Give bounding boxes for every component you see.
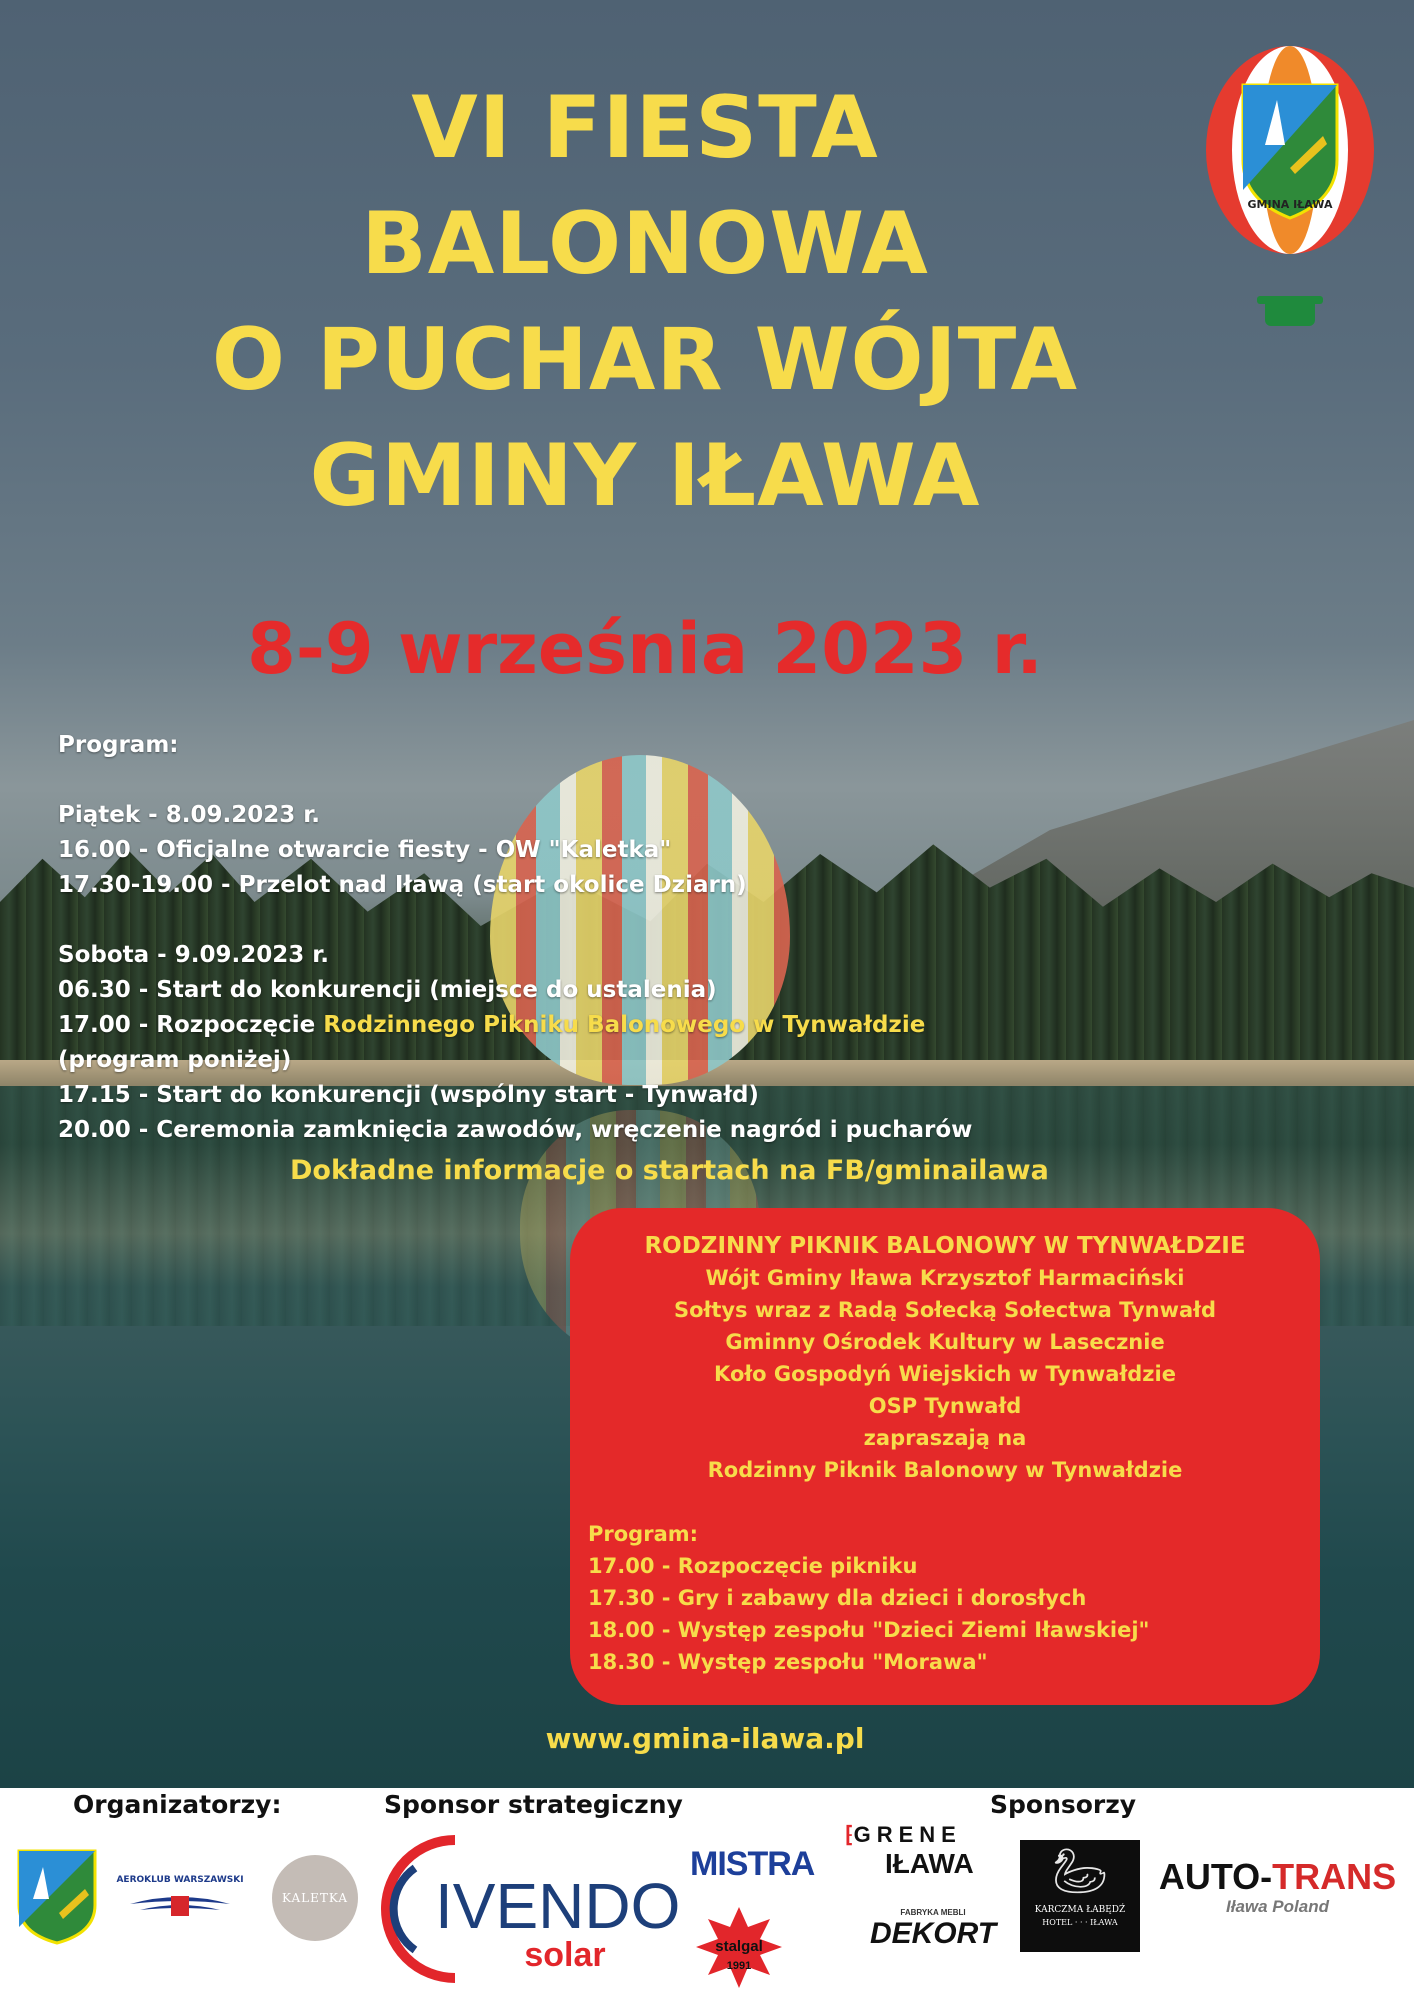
mistra-logo: MISTRA <box>690 1845 815 1883</box>
picnic-line: Gminny Ośrodek Kultury w Lasecznie <box>725 1330 1165 1354</box>
aeroklub-text: AEROKLUB WARSZAWSKI <box>116 1875 244 1885</box>
picnic-program-heading: Program: <box>588 1522 699 1546</box>
gmina-logo-text: GMINA IŁAWA <box>1247 198 1333 211</box>
dekort-text: DEKORT <box>869 1917 997 1950</box>
title-line: O PUCHAR WÓJTA <box>211 310 1079 410</box>
dekort-subtext: FABRYKA MEBLI <box>900 1908 966 1917</box>
stalgal-logo <box>694 1905 784 1990</box>
auto-trans-text-b: TRANS <box>1272 1856 1397 1897</box>
karczma-labedz-logo <box>1020 1840 1140 1952</box>
event-date: 8-9 września 2023 r. <box>247 608 1043 690</box>
aeroklub-logo <box>116 1870 244 1930</box>
karczma-text: KARCZMA ŁABĘDŹ <box>1034 1905 1126 1915</box>
sponsors-label: Sponsorzy <box>990 1790 1137 1819</box>
website-link[interactable]: www.gmina-ilawa.pl <box>545 1722 865 1755</box>
picnic-program-item: 18.00 - Występ zespołu "Dzieci Ziemi Iławskiej" <box>588 1618 1150 1642</box>
poster-title <box>120 70 1170 534</box>
program-item-prefix: 17.00 - Rozpoczęcie <box>58 1012 324 1038</box>
title-line: BALONOWA <box>361 194 929 294</box>
strategic-sponsor-label: Sponsor strategiczny <box>384 1790 683 1819</box>
ivendo-text: IVENDO <box>435 1870 681 1942</box>
dekort-logo <box>858 1908 1008 1951</box>
auto-trans-text-a: AUTO- <box>1158 1856 1273 1897</box>
picnic-line: OSP Tynwałd <box>868 1394 1022 1418</box>
program-item: 20.00 - Ceremonia zamknięcia zawodów, wręczenie nagród i pucharów <box>58 1117 973 1143</box>
picnic-panel <box>570 1208 1320 1705</box>
program-item: 17.30-19.00 - Przelot nad Iławą (start okolice Dziarn) <box>58 872 747 898</box>
gmina-ilawa-crest-logo <box>15 1845 99 1945</box>
ivendo-solar-logo <box>385 1828 681 1993</box>
grene-text: GRENE <box>853 1822 962 1847</box>
kaletka-text: KALETKA <box>281 1891 349 1905</box>
picnic-line: zapraszają na <box>863 1426 1027 1450</box>
stalgal-year: 1991 <box>726 1960 752 1972</box>
picnic-program-item: 17.00 - Rozpoczęcie pikniku <box>588 1554 918 1578</box>
picnic-line: Wójt Gminy Iława Krzysztof Harmaciński <box>705 1266 1185 1290</box>
organizers-label: Organizatorzy: <box>73 1790 282 1819</box>
grene-city: IŁAWA <box>885 1848 974 1879</box>
swan-icon: 🦢︎ <box>1052 1846 1108 1897</box>
friday-day: Piątek - 8.09.2023 r. <box>58 802 321 828</box>
stalgal-text: stalgal <box>715 1938 763 1955</box>
kaletka-logo <box>272 1855 358 1941</box>
event-program <box>58 728 1098 1148</box>
facebook-note: Dokładne informacje o startach na FB/gminailawa <box>290 1155 1049 1186</box>
auto-trans-logo <box>1150 1857 1405 1917</box>
picnic-program-item: 18.30 - Występ zespołu "Morawa" <box>588 1650 988 1674</box>
picnic-program-item: 17.30 - Gry i zabawy dla dzieci i dorosłych <box>588 1586 1087 1610</box>
program-item: (program poniżej) <box>58 1047 292 1073</box>
program-item: 17.15 - Start do konkurencji (wspólny start - Tynwałd) <box>58 1082 759 1108</box>
auto-trans-subtext: Iława Poland <box>1226 1897 1329 1916</box>
picnic-heading: RODZINNY PIKNIK BALONOWY W TYNWAŁDZIE <box>644 1233 1246 1259</box>
saturday-day: Sobota - 9.09.2023 r. <box>58 942 330 968</box>
gmina-ilawa-balloon-logo <box>1195 40 1385 330</box>
program-item: 06.30 - Start do konkurencji (miejsce do ustalenia) <box>58 977 717 1003</box>
picnic-highlight: Rodzinnego Pikniku Balonowego w Tynwałdzie <box>323 1012 926 1038</box>
karczma-subtext: HOTEL · · · IŁAWA <box>1042 1918 1118 1927</box>
program-item <box>58 1008 1098 1043</box>
title-line: GMINY IŁAWA <box>309 426 981 526</box>
ivendo-solar-text: solar <box>524 1936 606 1974</box>
picnic-line: Koło Gospodyń Wiejskich w Tynwałdzie <box>714 1362 1176 1386</box>
program-heading: Program: <box>58 732 179 758</box>
program-item: 16.00 - Oficjalne otwarcie fiesty - OW "Kaletka" <box>58 837 672 863</box>
picnic-line: Sołtys wraz z Radą Sołecką Sołectwa Tynwałd <box>673 1298 1217 1322</box>
title-line: VI FIESTA <box>411 78 879 178</box>
grene-logo: ⁅GRENE <box>845 1822 962 1847</box>
picnic-line: Rodzinny Piknik Balonowy w Tynwałdzie <box>707 1458 1183 1482</box>
